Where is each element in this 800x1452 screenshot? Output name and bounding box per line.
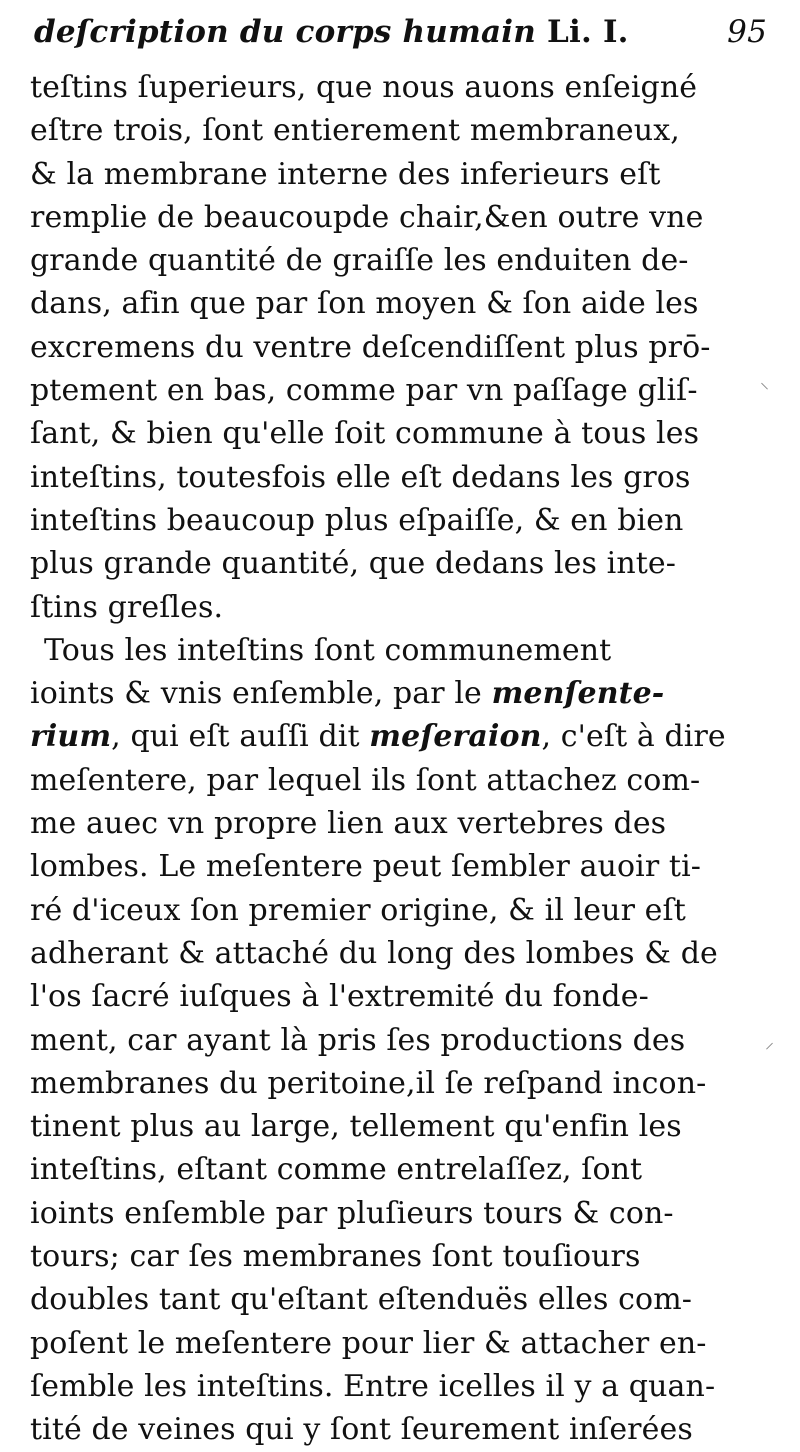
text-line [30,845,790,888]
margin-mark: ⸜ [760,372,769,393]
text-line [30,1278,790,1321]
text-run: tinent plus au large, tellement qu'enfin les [30,1109,682,1145]
text-run: ſtins greſles. [30,589,224,625]
text-line [30,1062,790,1105]
text-run: eſtre trois, ſont entierement membraneux, [30,113,680,149]
text-run: ſemble les inteſtins. Entre icelles il y a quan- [30,1368,716,1404]
body-text [30,66,790,1452]
text-run: doubles tant qu'eſtant eſtenduës elles com- [30,1282,692,1318]
text-line [30,369,790,412]
book-number: Li. I. [547,14,629,50]
text-line [30,1105,790,1148]
text-run: tours; car ſes membranes ſont touſiours [30,1239,641,1275]
text-run: ptement en bas, comme par vn paſſage gliſ- [30,373,698,409]
text-run: , qui eſt auſſi dit [111,719,370,755]
text-run: membranes du peritoine,il ſe reſpand incon- [30,1065,707,1101]
text-line [30,932,790,975]
text-line [30,412,790,455]
text-line [30,1408,790,1451]
text-line [30,542,790,585]
text-run: l'os ſacré iuſques à l'extremité du fonde- [30,979,649,1015]
italic-term: meſeraion [369,719,542,755]
running-header [34,14,779,64]
text-line [30,326,790,369]
page-number: 95 [727,14,767,50]
text-line [30,1148,790,1191]
text-run: grande quantité de graiſſe les enduiten de- [30,243,689,279]
running-title: deſcription du corps humain [34,14,536,50]
text-line [30,1322,790,1365]
text-line [30,802,790,845]
text-run: inteſtins, toutesfois elle eſt dedans les gros [30,459,691,495]
text-run: , c'eſt à dire [541,719,726,755]
text-line [30,715,790,758]
text-run: dans, afin que par ſon moyen & ſon aide les [30,286,699,322]
text-run: & la membrane interne des inferieurs eſt [30,156,661,192]
text-run: plus grande quantité, que dedans les inte- [30,546,677,582]
text-run: ioints & vnis enſemble, par le [30,676,492,712]
text-line [30,456,790,499]
text-run: remplie de beaucoupde chair,&en outre vne [30,199,704,235]
text-line [30,196,790,239]
text-run: meſentere, par lequel ils ſont attachez com- [30,762,701,798]
text-line [30,629,790,672]
text-run: ré d'iceux ſon premier origine, & il leur eſt [30,892,686,928]
text-line [30,1235,790,1278]
text-run: ioints enſemble par pluſieurs tours & con- [30,1195,674,1231]
text-run: ſant, & bien qu'elle ſoit commune à tous les [30,416,700,452]
text-line [30,239,790,282]
text-run: ment, car ayant là pris ſes productions des [30,1022,686,1058]
text-line [30,66,790,109]
italic-term: rium [30,719,112,755]
text-run: poſent le meſentere pour lier & attacher en- [30,1325,707,1361]
text-run: teſtins ſuperieurs, que nous auons enſeigné [30,70,698,105]
text-line [30,1365,790,1408]
text-run: adherant & attaché du long des lombes & de [30,935,718,971]
text-line [30,109,790,152]
text-run: inteſtins, eſtant comme entrelaſſez, ſont [30,1152,643,1188]
text-line [30,672,790,715]
text-run: lombes. Le meſentere peut ſembler auoir ti- [30,849,701,885]
margin-mark: ⸝ [765,1032,774,1053]
text-line [30,586,790,629]
text-run: Tous les inteſtins ſont communement [44,632,612,668]
text-line [30,153,790,196]
text-run: me auec vn propre lien aux vertebres des [30,806,667,842]
text-line [30,759,790,802]
italic-term: menſente- [491,676,665,712]
text-line [30,889,790,932]
text-line [30,282,790,325]
text-run: inteſtins beaucoup plus eſpaiſſe, & en bien [30,502,684,538]
text-line [30,1019,790,1062]
text-line [30,975,790,1018]
text-run: tité de veines qui y ſont ſeurement inſerées [30,1412,693,1448]
text-run: excremens du ventre deſcendiſſent plus prō- [30,329,711,365]
text-line [30,1192,790,1235]
text-line [30,499,790,542]
